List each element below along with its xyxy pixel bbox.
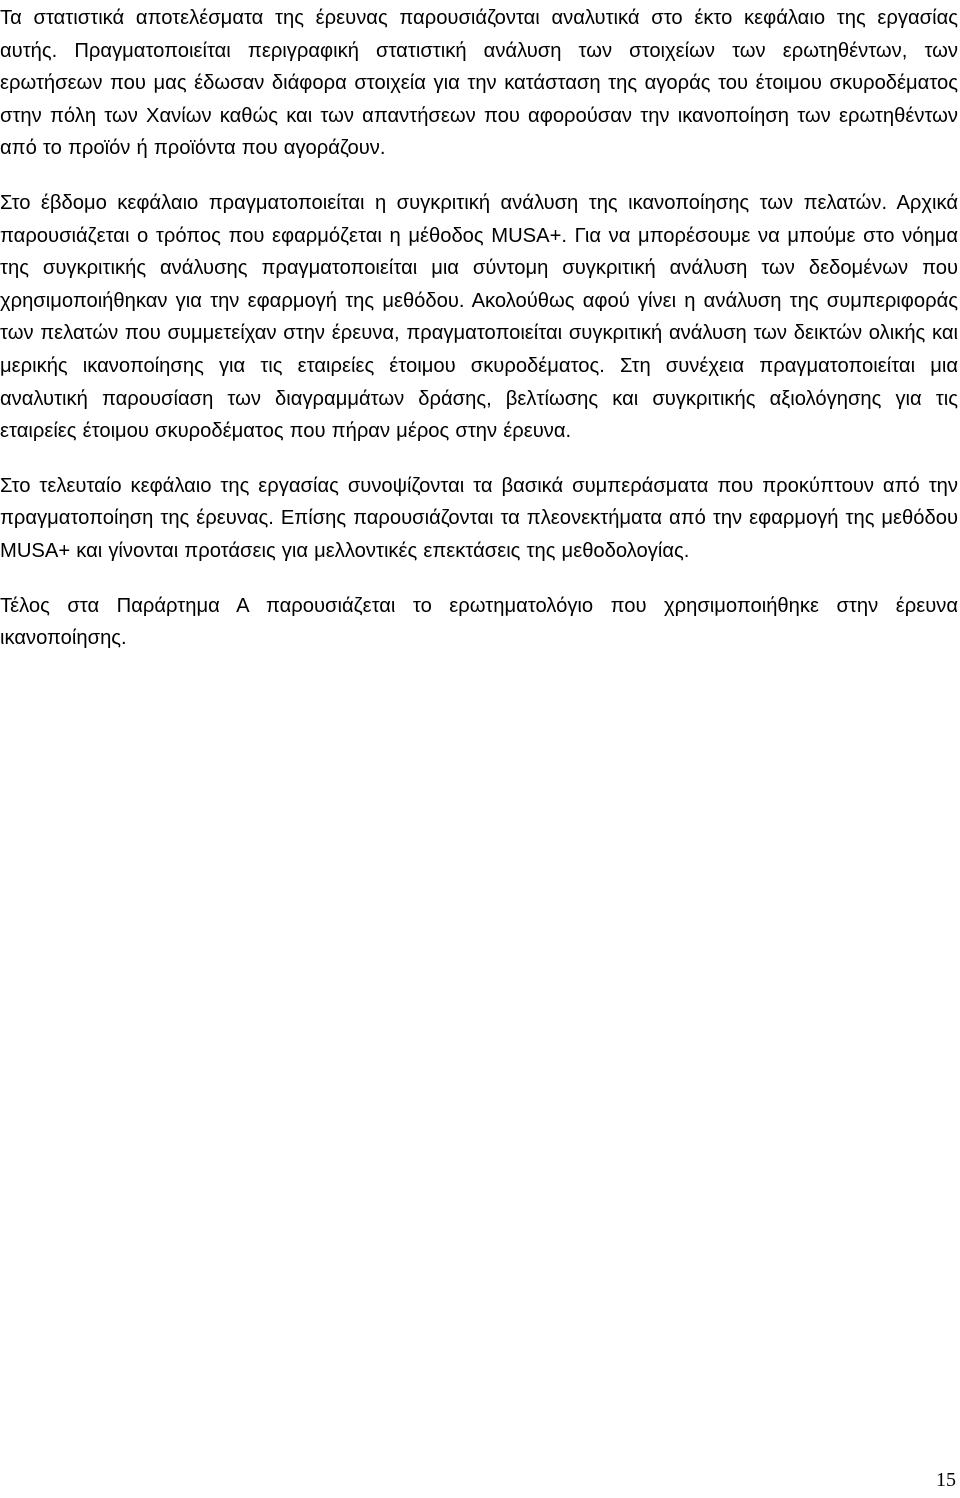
paragraph-final-chapter: Στο τελευταίο κεφάλαιο της εργασίας συνοψίζονται τα βασικά συμπεράσματα που προκύπτουν από την πραγματοποίηση της έρευνας. Επίσης παρουσιάζονται τα πλεονεκτήματα από την εφαρμογή της μεθόδου MUSA+ και γίνονται προτάσεις για μελλοντικές επεκτάσεις της μεθοδολογίας. xyxy=(0,474,958,562)
paragraph-appendix: Τέλος στα Παράρτημα Α παρουσιάζεται το ερωτηματολόγιο που χρησιμοποιήθηκε στην έρευνα ικανοποίησης. xyxy=(0,594,958,650)
body-text xyxy=(0,2,958,677)
paragraph-statistical-results: Τα στατιστικά αποτελέσματα της έρευνας παρουσιάζονται αναλυτικά στο έκτο κεφάλαιο της εργασίας αυτής. Πραγματοποιείται περιγραφική στατιστική ανάλυση των στοιχείων των ερωτηθέντων, των ερωτήσεων που μας έδωσαν διάφορα στοιχεία για την κατάσταση της αγοράς του έτοιμου σκυροδέματος στην πόλη των Χανίων καθώς και των απαντήσεων που αφορούσαν την ικανοποίηση των ερωτηθέντων από το προϊόν ή προϊόντα που αγοράζουν. xyxy=(0,7,958,160)
page-number: 15 xyxy=(936,1469,956,1491)
paragraph-chapter-seven: Στο έβδομο κεφάλαιο πραγματοποιείται η συγκριτική ανάλυση της ικανοποίησης των πελατών. Αρχικά παρουσιάζεται ο τρόπος που εφαρμόζεται η μέθοδος MUSA+. Για να μπορέσουμε να μπούμε στο νόημα της συγκριτικής ανάλυσης πραγματοποιείται μια σύντομη συγκριτική ανάλυση των δεδομένων που χρησιμοποιήθηκαν για την εφαρμογή της μεθόδου. Ακολούθως αφού γίνει η ανάλυση της συμπεριφοράς των πελατών που συμμετείχαν στην έρευνα, πραγματοποιείται συγκριτική ανάλυση των δεικτών ολικής και μερικής ικανοποίησης για τις εταιρείες έτοιμου σκυροδέματος. Στη συνέχεια πραγματοποιείται μια αναλυτική παρουσίαση των διαγραμμάτων δράσης, βελτίωσης και συγκριτικής αξιολόγησης για τις εταιρείες έτοιμου σκυροδέματος που πήραν μέρος στην έρευνα. xyxy=(0,191,958,443)
